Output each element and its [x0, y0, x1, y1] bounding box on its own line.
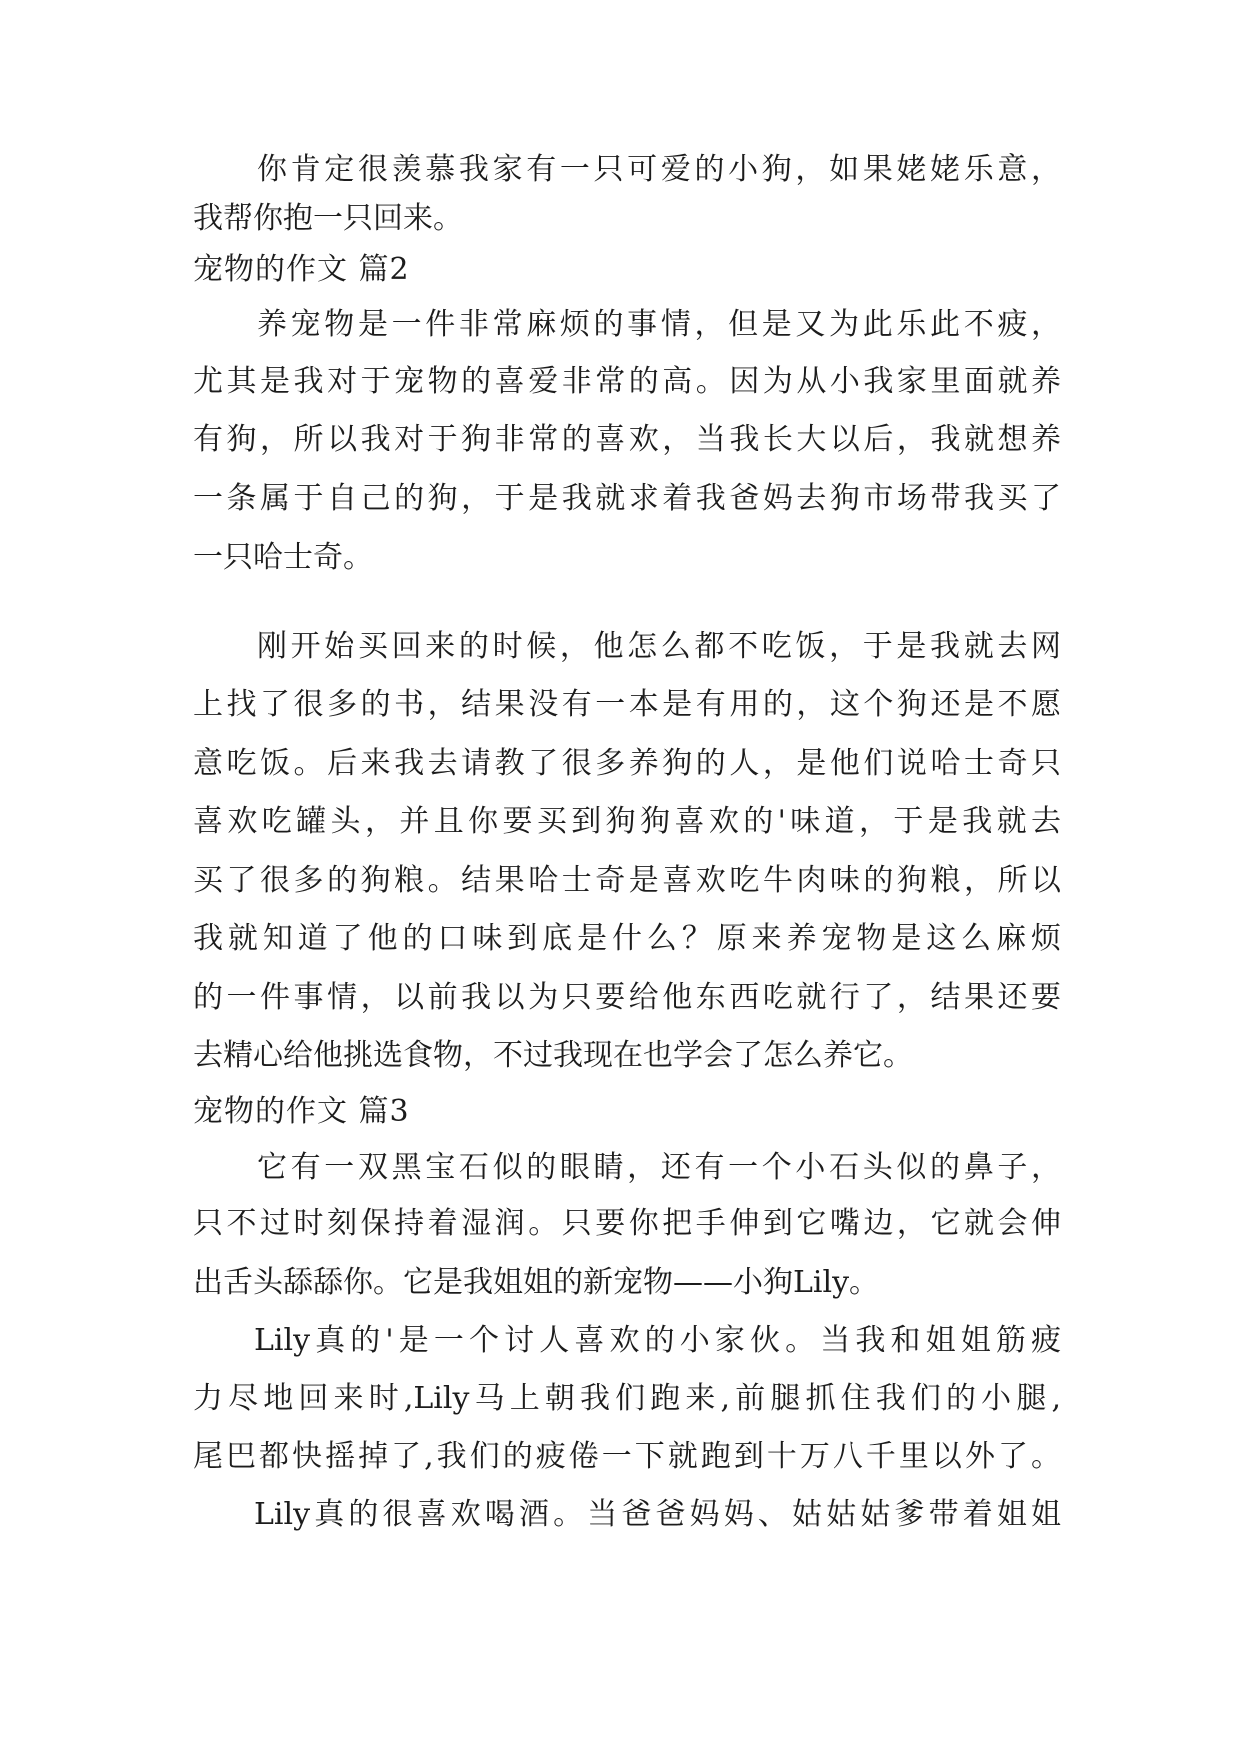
- section-heading-3: 宠物的作文 篇3: [193, 1094, 410, 1129]
- paragraph-3-line-3: 意吃饭。后来我去请教了很多养狗的人，是他们说哈士奇只: [193, 746, 1061, 781]
- paragraph-6-line-1: Lily真的很喜欢喝酒。当爸爸妈妈、姑姑姑爹带着姐姐: [254, 1497, 1061, 1532]
- paragraph-5-line-3: 尾巴都快摇掉了,我们的疲倦一下就跑到十万八千里以外了。: [193, 1439, 1061, 1474]
- paragraph-5-line-2: 力尽地回来时,Lily马上朝我们跑来,前腿抓住我们的小腿,: [193, 1381, 1061, 1416]
- section-heading-2: 宠物的作文 篇2: [193, 252, 410, 287]
- paragraph-4-line-1: 它有一双黑宝石似的眼睛，还有一个小石头似的鼻子，: [257, 1150, 1061, 1185]
- paragraph-3-line-2: 上找了很多的书，结果没有一本是有用的，这个狗还是不愿: [193, 687, 1061, 722]
- paragraph-3-line-5: 买了很多的狗粮。结果哈士奇是喜欢吃牛肉味的狗粮，所以: [193, 863, 1061, 898]
- paragraph-1-line-2: 我帮你抱一只回来。: [193, 201, 463, 236]
- paragraph-2-line-3: 有狗，所以我对于狗非常的喜欢，当我长大以后，我就想养: [193, 422, 1061, 457]
- paragraph-2-line-4: 一条属于自己的狗，于是我就求着我爸妈去狗市场带我买了: [193, 481, 1061, 516]
- paragraph-2-line-5: 一只哈士奇。: [193, 540, 373, 575]
- paragraph-2-line-2: 尤其是我对于宠物的喜爱非常的高。因为从小我家里面就养: [193, 364, 1061, 399]
- paragraph-3-line-1: 刚开始买回来的时候，他怎么都不吃饭，于是我就去网: [257, 629, 1061, 664]
- paragraph-3-line-4: 喜欢吃罐头，并且你要买到狗狗喜欢的'味道，于是我就去: [193, 804, 1061, 839]
- paragraph-1-line-1: 你肯定很羡慕我家有一只可爱的小狗，如果姥姥乐意，: [257, 152, 1061, 187]
- paragraph-2-line-1: 养宠物是一件非常麻烦的事情，但是又为此乐此不疲，: [257, 307, 1061, 342]
- paragraph-3-line-8: 去精心给他挑选食物，不过我现在也学会了怎么养它。: [193, 1038, 913, 1073]
- paragraph-3-line-6: 我就知道了他的口味到底是什么？原来养宠物是这么麻烦: [193, 921, 1061, 956]
- paragraph-5-line-1: Lily真的'是一个讨人喜欢的小家伙。当我和姐姐筋疲: [254, 1323, 1061, 1358]
- paragraph-3-line-7: 的一件事情，以前我以为只要给他东西吃就行了，结果还要: [193, 980, 1061, 1015]
- paragraph-4-line-2: 只不过时刻保持着湿润。只要你把手伸到它嘴边，它就会伸: [193, 1206, 1061, 1241]
- paragraph-4-line-3: 出舌头舔舔你。它是我姐姐的新宠物——小狗Lily。: [193, 1265, 880, 1300]
